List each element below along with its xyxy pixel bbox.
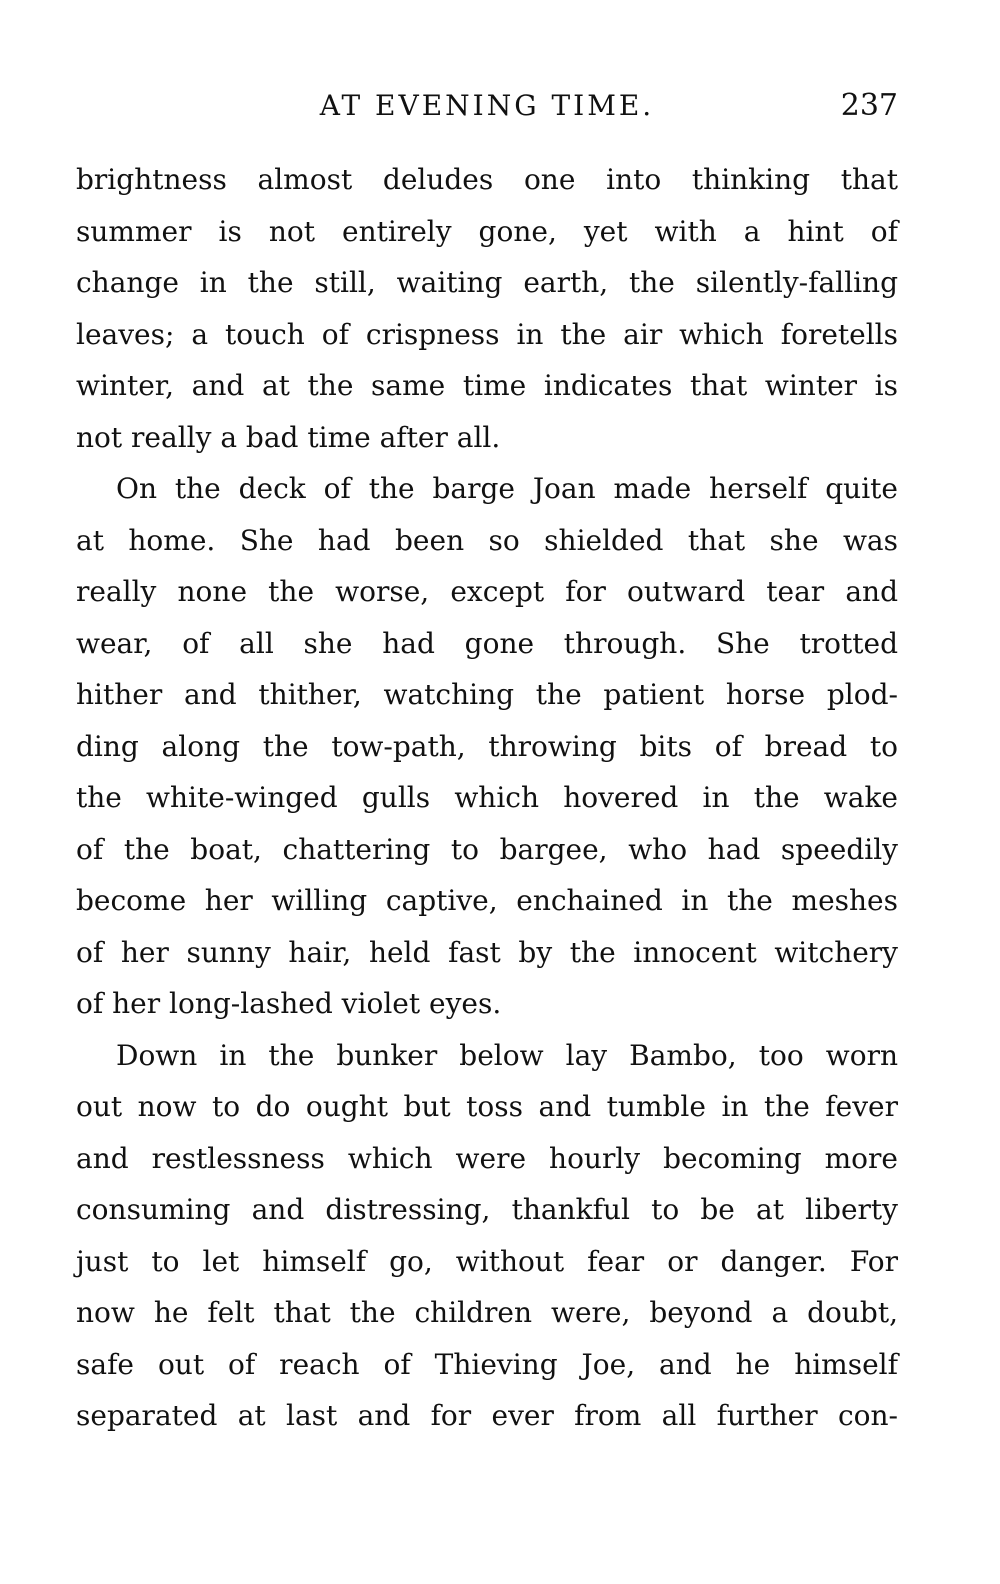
text-line: winter, and at the same time indicates that winter is	[76, 369, 898, 402]
text-line: brightness almost deludes one into thinking that	[76, 163, 898, 196]
text-line: now he felt that the children were, beyond a doubt,	[76, 1296, 898, 1329]
text-line: leaves; a touch of crispness in the air which foretells	[76, 317, 898, 351]
text-line: just to let himself go, without fear or danger. For	[76, 1244, 898, 1278]
body-text	[76, 154, 898, 1442]
text-line: consuming and distressing, thankful to be at liberty	[76, 1193, 898, 1226]
text-line: become her willing captive, enchained in the meshes	[76, 884, 898, 917]
paragraph	[76, 1030, 898, 1442]
text-line: really none the worse, except for outward tear and	[76, 575, 898, 608]
text-line: of her sunny hair, held fast by the innocent witchery	[76, 935, 898, 969]
text-line: at home. She had been so shielded that she was	[76, 523, 898, 557]
text-line: Down in the bunker below lay Bambo, too worn	[116, 1038, 898, 1072]
text-line: ding along the tow-path, throwing bits of bread to	[76, 729, 898, 763]
text-line: hither and thither, watching the patient horse plod-	[76, 678, 898, 711]
text-line: On the deck of the barge Joan made herself quite	[116, 472, 898, 505]
running-title: AT EVENING TIME.	[319, 89, 655, 122]
text-line: not really a bad time after all.	[76, 420, 501, 454]
paragraph	[76, 463, 898, 1030]
paragraph	[76, 154, 898, 463]
running-head	[76, 84, 898, 128]
text-line: safe out of reach of Thieving Joe, and he himself	[76, 1347, 898, 1381]
text-line: and restlessness which were hourly becoming more	[76, 1141, 898, 1175]
text-line: summer is not entirely gone, yet with a hint of	[76, 214, 898, 248]
text-line: of the boat, chattering to bargee, who had speedily	[76, 832, 898, 866]
text-line: separated at last and for ever from all further con-	[76, 1399, 898, 1432]
text-line: out now to do ought but toss and tumble in the fever	[76, 1090, 898, 1123]
text-line: the white-winged gulls which hovered in the wake	[76, 781, 898, 814]
page-number: 237	[840, 88, 898, 123]
text-line: of her long-lashed violet eyes.	[76, 987, 502, 1020]
text-line: change in the still, waiting earth, the silently-falling	[76, 266, 898, 299]
text-line: wear, of all she had gone through. She trotted	[76, 626, 898, 660]
